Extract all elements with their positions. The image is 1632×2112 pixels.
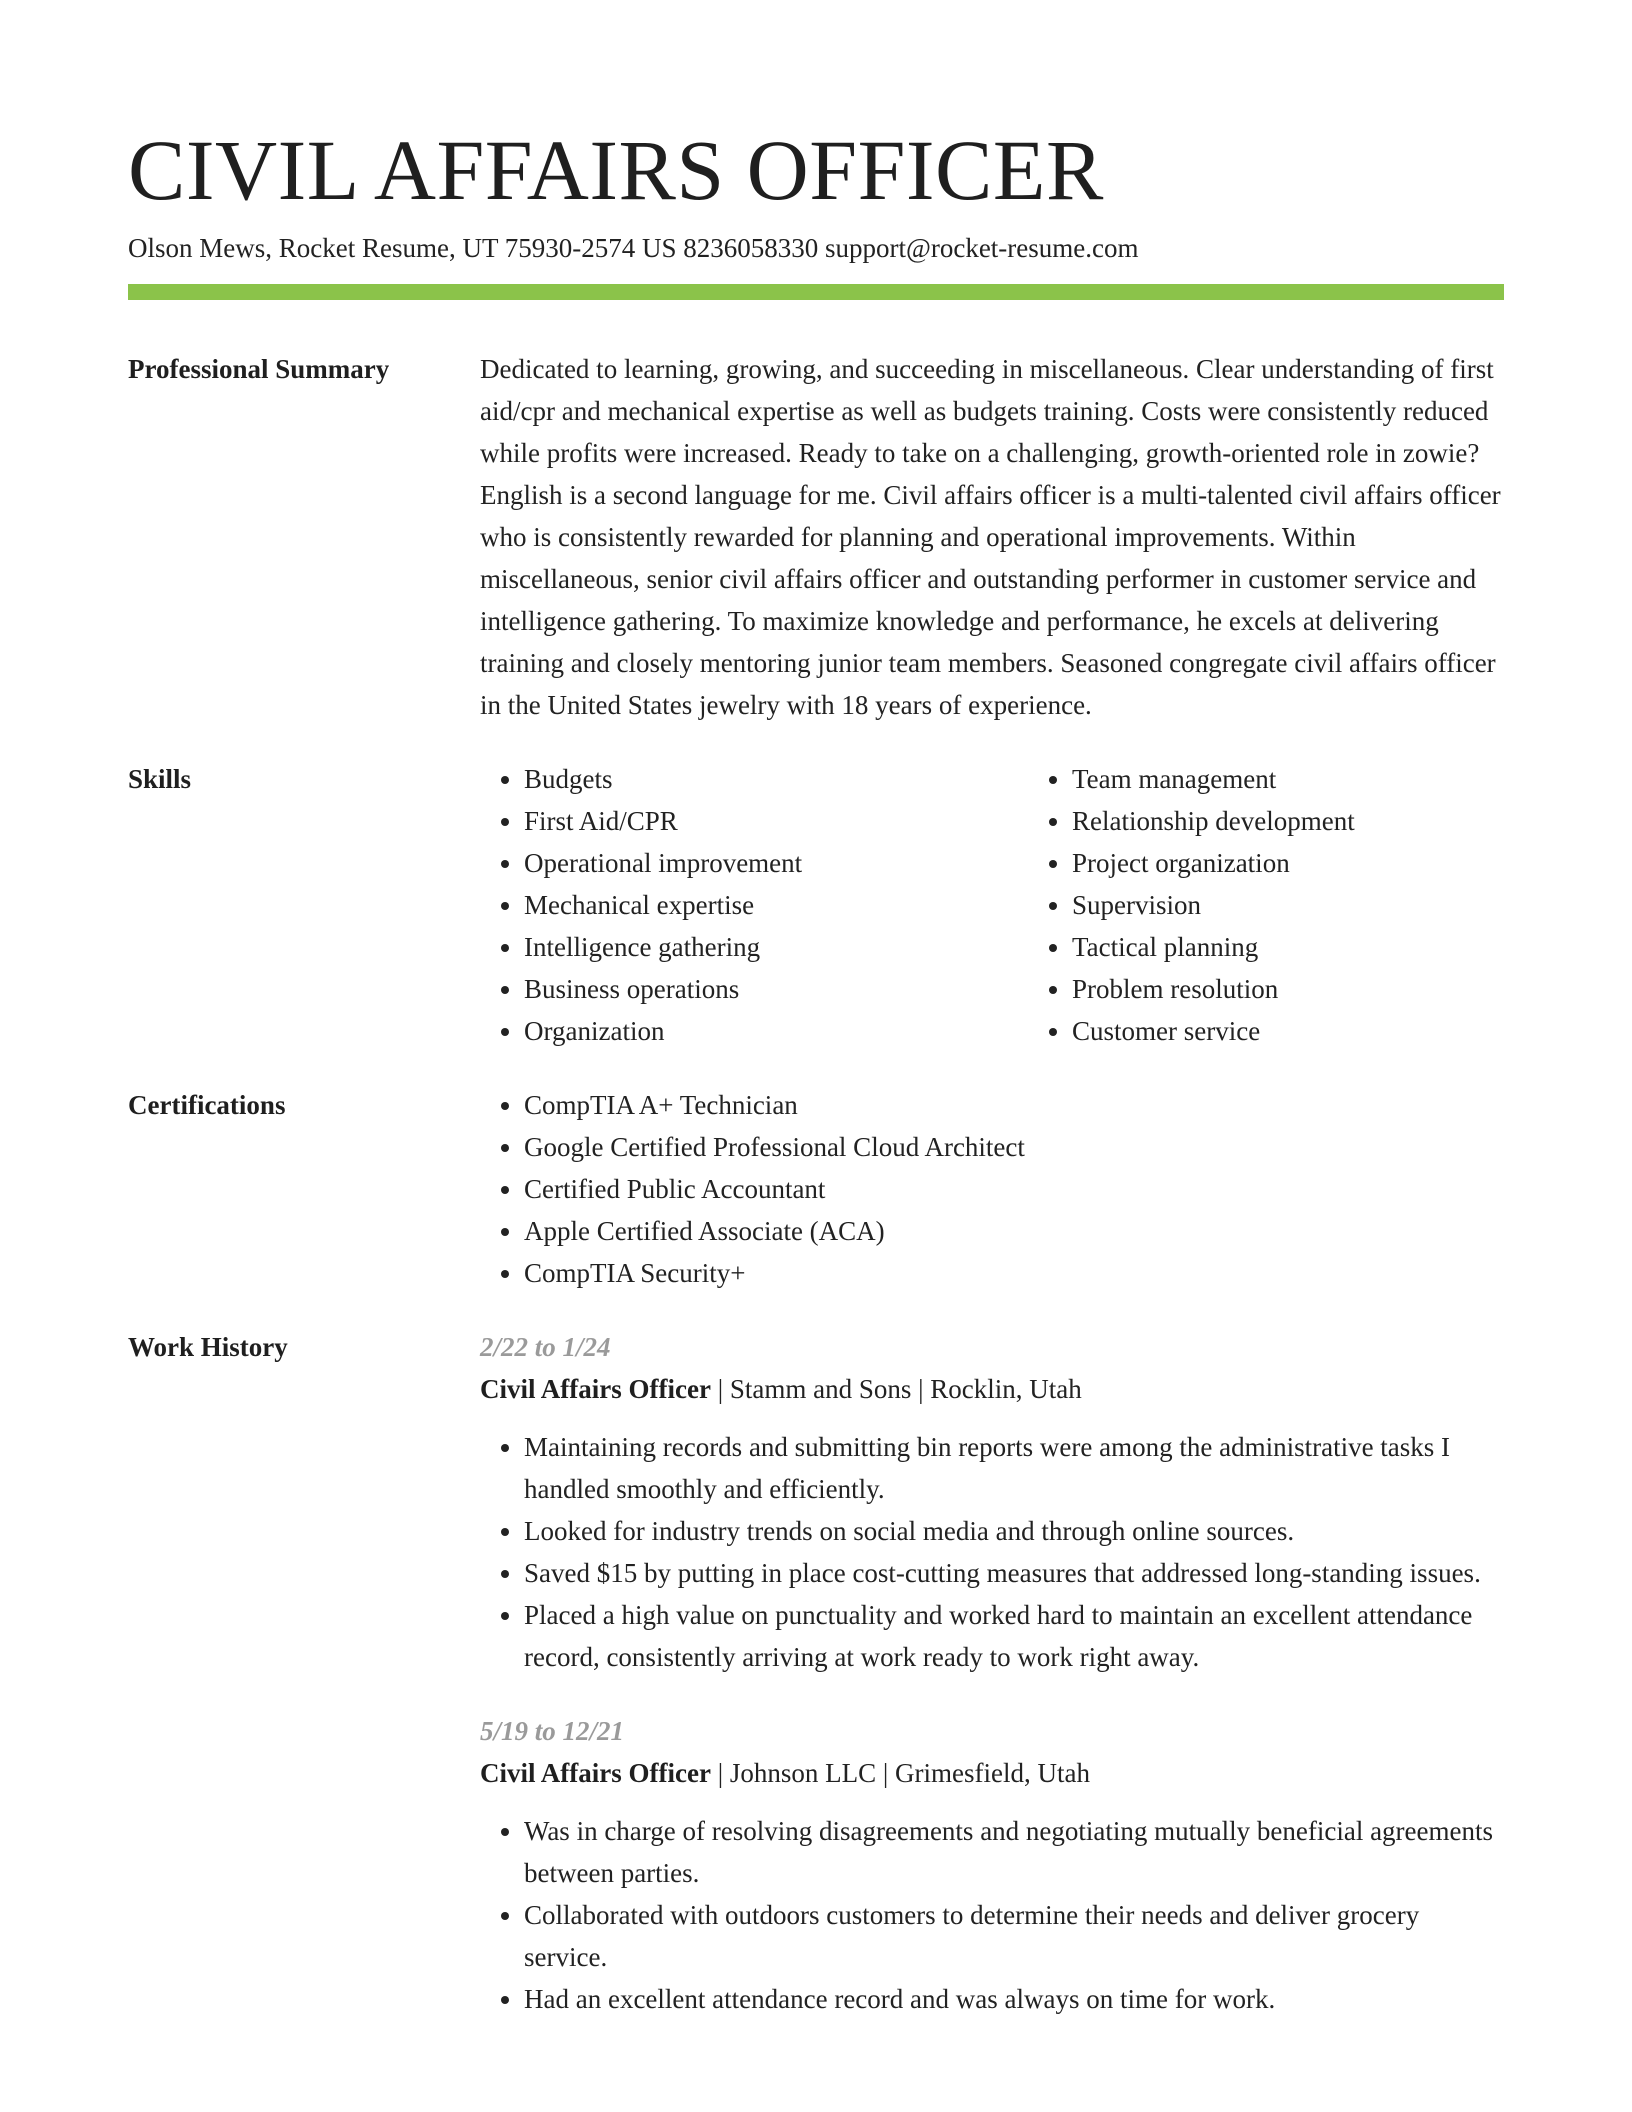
certifications-section (128, 1084, 1504, 1294)
skill-item: • Customer service (1072, 1010, 1504, 1052)
skill-item: • Budgets (524, 758, 1028, 800)
job-dates: 2/22 to 1/24 (480, 1332, 611, 1362)
skill-item: • Business operations (524, 968, 1028, 1010)
job-title: Civil Affairs Officer (480, 1374, 711, 1404)
page-title: CIVIL AFFAIRS OFFICER (128, 122, 1104, 218)
skills-list-right (1028, 758, 1504, 1052)
resume-header (128, 120, 1504, 300)
job-company-location: | Stamm and Sons | Rocklin, Utah (710, 1374, 1082, 1404)
skills-section (128, 758, 1504, 1052)
certification-item: • Apple Certified Associate (ACA) (524, 1210, 1504, 1252)
job-entry (480, 1710, 1504, 2020)
job-bullet: • Collaborated with outdoors customers to determine their needs and deliver grocery service. (524, 1894, 1504, 1978)
certifications-list (480, 1084, 1504, 1294)
job-bullet: • Saved $15 by putting in place cost-cutting measures that addressed long-standing issues. (524, 1552, 1504, 1594)
resume-page (128, 120, 1504, 2020)
job-heading (480, 1752, 1504, 1794)
skill-item: • Operational improvement (524, 842, 1028, 884)
section-label-certifications: Certifications (128, 1090, 286, 1120)
section-label-skills: Skills (128, 764, 192, 794)
job-heading (480, 1368, 1504, 1410)
job-bullets (480, 1810, 1504, 2020)
job-bullets (480, 1426, 1504, 1678)
skill-item: • Team management (1072, 758, 1504, 800)
job-bullet: • Was in charge of resolving disagreements and negotiating mutually beneficial agreements between parties. (524, 1810, 1504, 1894)
certification-item: • CompTIA Security+ (524, 1252, 1504, 1294)
skill-item: • Relationship development (1072, 800, 1504, 842)
skill-item: • Mechanical expertise (524, 884, 1028, 926)
certification-item: • Google Certified Professional Cloud Architect (524, 1126, 1504, 1168)
skill-item: • Intelligence gathering (524, 926, 1028, 968)
header-divider (128, 284, 1504, 300)
job-company-location: | Johnson LLC | Grimesfield, Utah (710, 1758, 1090, 1788)
section-label-work-history: Work History (128, 1332, 288, 1362)
certification-item: • CompTIA A+ Technician (524, 1084, 1504, 1126)
job-entry (480, 1326, 1504, 1678)
job-title: Civil Affairs Officer (480, 1758, 711, 1788)
skills-grid (480, 758, 1504, 1052)
skill-item: • Problem resolution (1072, 968, 1504, 1010)
section-label-summary: Professional Summary (128, 354, 390, 384)
work-history-section (128, 1326, 1504, 2020)
skill-item: • Supervision (1072, 884, 1504, 926)
job-bullet: • Placed a high value on punctuality and worked hard to maintain an excellent attendance record, consistently arriving at work ready to work right away. (524, 1594, 1504, 1678)
summary-text: Dedicated to learning, growing, and succeeding in miscellaneous. Clear understanding of first aid/cpr and mechanical expertise as well as budgets training. Costs were consistently reduced while profits were increased. Ready to take on a challenging, growth-oriented role in zowie? English is a second language for me. Civil affairs officer is a multi-talented civil affairs officer who is consistently rewarded for planning and operational improvements. Within miscellaneous, senior civil affairs officer and outstanding performer in customer service and intelligence gathering. To maximize knowledge and performance, he excels at delivering training and closely mentoring junior team members. Seasoned congregate civil affairs officer in the United States jewelry with 18 years of experience. (480, 354, 1501, 720)
skill-item: • First Aid/CPR (524, 800, 1028, 842)
skill-item: • Project organization (1072, 842, 1504, 884)
job-bullet: • Looked for industry trends on social media and through online sources. (524, 1510, 1504, 1552)
job-bullet: • Maintaining records and submitting bin reports were among the administrative tasks I handled smoothly and efficiently. (524, 1426, 1504, 1510)
job-bullet: • Had an excellent attendance record and was always on time for work. (524, 1978, 1504, 2020)
skill-item: • Tactical planning (1072, 926, 1504, 968)
contact-line: Olson Mews, Rocket Resume, UT 75930-2574 US 8236058330 support@rocket-resume.com (128, 233, 1139, 263)
skill-item: • Organization (524, 1010, 1028, 1052)
job-dates: 5/19 to 12/21 (480, 1716, 625, 1746)
skills-list-left (480, 758, 1028, 1052)
certification-item: • Certified Public Accountant (524, 1168, 1504, 1210)
professional-summary-section (128, 348, 1504, 726)
